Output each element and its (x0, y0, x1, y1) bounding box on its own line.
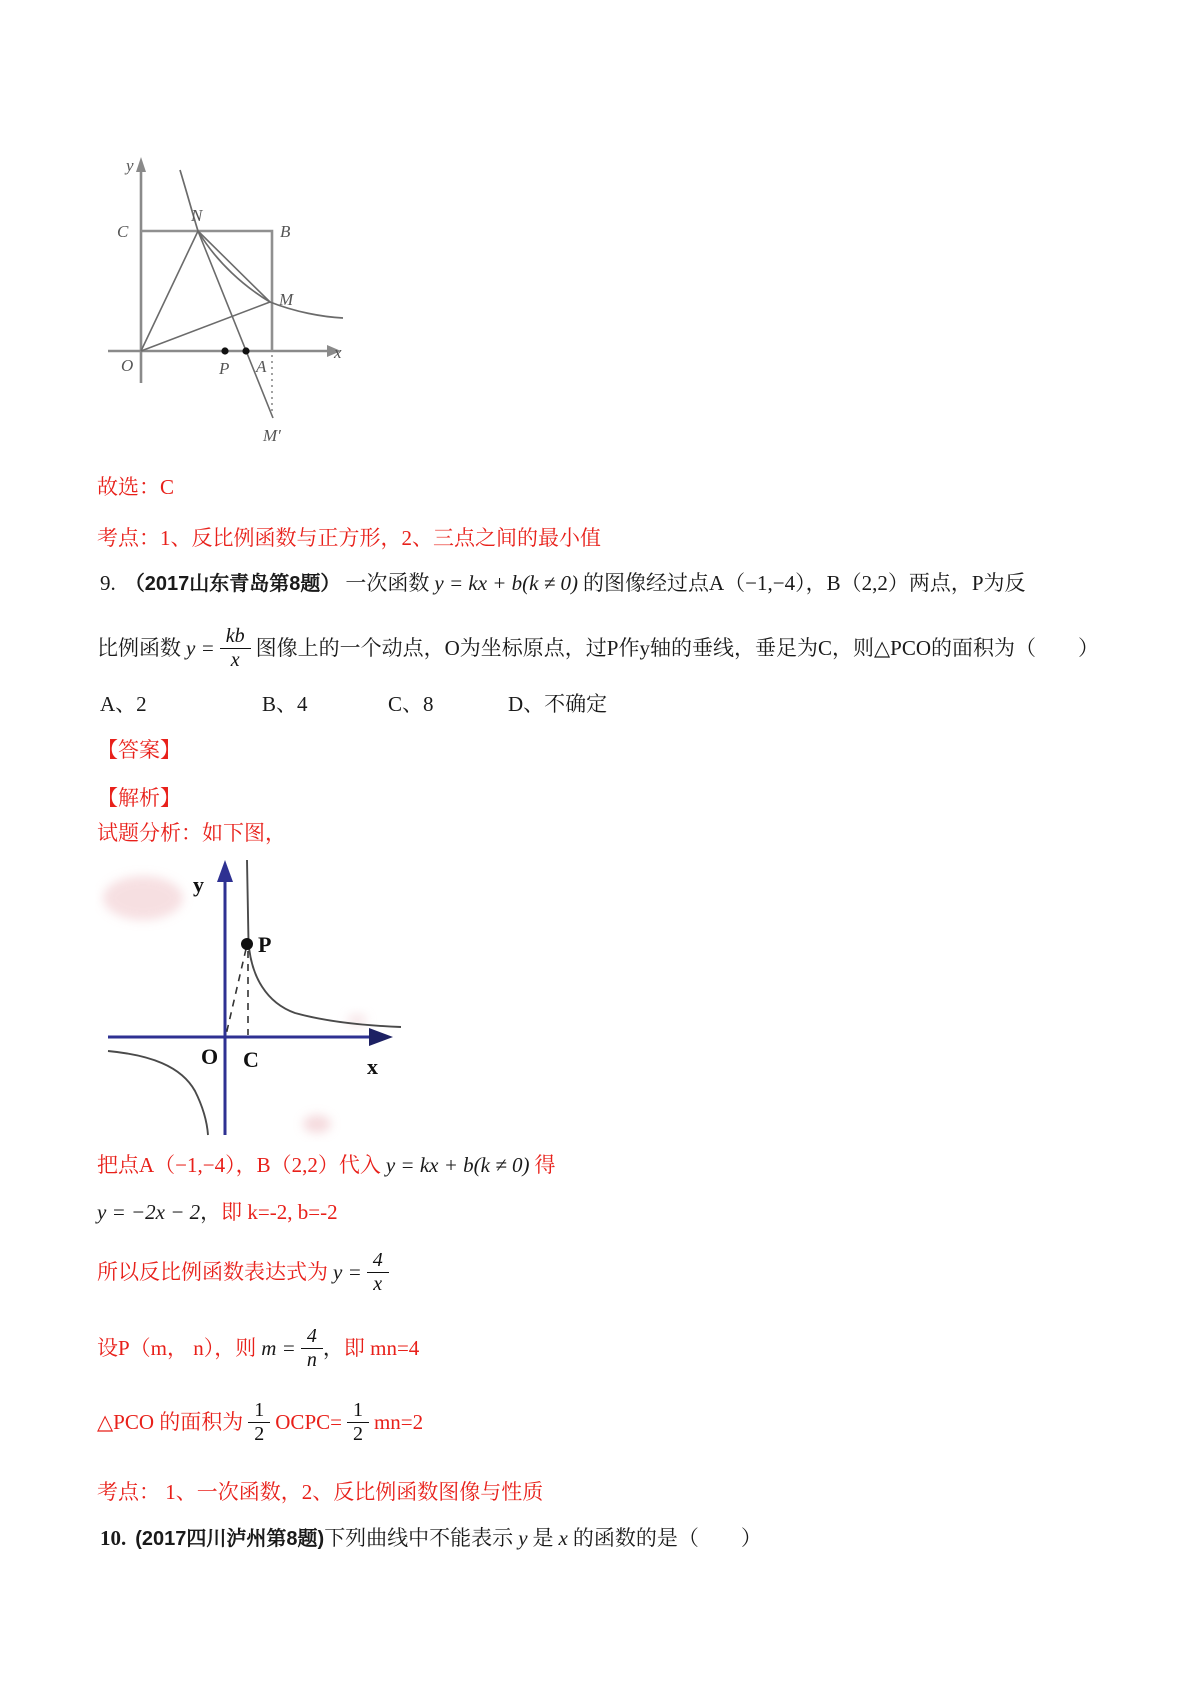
solution-line-5 (97, 1392, 423, 1452)
sol3-fraction (367, 1249, 389, 1296)
analysis-intro: 试题分析：如下图， (97, 821, 286, 845)
sol1-math: y = kx + b(k ≠ 0) (385, 1153, 530, 1177)
fig1-point-crossing (242, 347, 249, 354)
question-9-text2: 的图像经过点A（−1,−4），B（2,2）两点，P为反 (583, 571, 1026, 595)
solution-line-4 (97, 1318, 419, 1378)
figure-square-hyperbola (95, 145, 345, 445)
fig1-y-arrow (136, 157, 146, 172)
fig1-point-p (221, 347, 228, 354)
analysis-header: 【解析】 (97, 786, 181, 810)
fraction-numerator: 4 (301, 1325, 323, 1349)
sol4-text-a: 设P（m， n），则 (97, 1335, 257, 1360)
sol4-math-lead: m = (261, 1335, 296, 1360)
fraction-denominator: 2 (352, 1422, 363, 1445)
question-9-line1 (100, 570, 1026, 597)
answer-choice-line: 故选：C (97, 475, 175, 499)
question-10-math-x: x (558, 1526, 568, 1550)
sol2-separator: ， (200, 1200, 222, 1224)
question-10-math-y: y (518, 1526, 528, 1550)
sol5-fraction-2 (347, 1399, 369, 1446)
fig2-label-c: C (243, 1047, 259, 1072)
fig2-label-p: P (258, 932, 272, 957)
fraction-denominator: x (373, 1272, 383, 1295)
question-9-text4: 图像上的一个动点，O为坐标原点，过P作y轴的垂线，垂足为C，则△PCO的面积为（ ） (255, 635, 1099, 660)
fig1-label-n: N (191, 206, 203, 225)
question-10-text3: 的函数的是（ ） (572, 1526, 762, 1550)
question-10-text1: 下列曲线中不能表示 (324, 1526, 514, 1550)
fig1-label-m: M (279, 290, 294, 309)
fig2-label-o: O (201, 1044, 219, 1069)
fraction-denominator: 2 (254, 1422, 265, 1445)
fig1-hyperbola-curve (180, 170, 343, 318)
fig2-y-arrow (217, 860, 233, 882)
fraction-numerator: 1 (347, 1399, 369, 1423)
fraction-denominator: x (230, 648, 240, 671)
question-9-number: 9. (100, 571, 116, 595)
fraction-numerator: 1 (248, 1399, 270, 1423)
question-9-source: （2017山东青岛第8题） (124, 573, 341, 595)
question-9-text3: 比例函数 (97, 635, 181, 660)
scan-smudge-1 (103, 876, 183, 920)
fig1-label-b: B (280, 222, 291, 241)
option-a: A、2 (100, 692, 147, 716)
fig2-label-y: y (193, 872, 204, 897)
exam-points-line-q8: 考点：1、反比例函数与正方形，2、三点之间的最小值 (97, 526, 601, 550)
sol5-fraction-1 (248, 1399, 270, 1446)
question-9-options (0, 688, 1200, 718)
sol2-text: 即 k=-2, b=-2 (221, 1200, 338, 1224)
question-10-text2: 是 (532, 1526, 554, 1550)
fig2-dashed-po (226, 949, 246, 1035)
question-10-line (100, 1525, 762, 1552)
option-b: B、4 (262, 692, 308, 716)
solution-line-3 (97, 1242, 389, 1302)
sol1-text-a: 把点A（−1,−4），B（2,2）代入 (97, 1153, 381, 1177)
question-9-line2 (97, 616, 1099, 680)
fig2-point-p (241, 938, 253, 950)
figure-hyperbola-p (95, 852, 405, 1142)
sol3-text: 所以反比例函数表达式为 (97, 1259, 328, 1284)
question-10-source: (2017四川泸州第8题) (135, 1528, 325, 1550)
fig2-curve-q3 (108, 1051, 208, 1135)
fig1-label-y: y (126, 156, 134, 175)
sol5-text-b: OCPC= (275, 1409, 342, 1434)
fig2-x-arrow (369, 1028, 393, 1046)
question-9-text1: 一次函数 (345, 571, 430, 595)
fraction-denominator: n (306, 1348, 317, 1371)
sol4-text-b: 即 mn=4 (343, 1335, 420, 1360)
fig1-segment-nm (198, 231, 270, 302)
question-10-number: 10. (100, 1526, 127, 1550)
solution-line-1 (97, 1152, 556, 1178)
fig1-label-p: P (219, 359, 230, 378)
fig1-label-x: x (334, 343, 342, 362)
option-c: C、8 (388, 692, 434, 716)
sol2-math: y = −2x − 2 (97, 1200, 201, 1224)
sol1-text-b: 得 (534, 1153, 556, 1177)
fraction-numerator: kb (220, 625, 251, 649)
sol4-separator: ， (322, 1335, 344, 1360)
sol4-fraction (301, 1325, 323, 1372)
solution-line-2 (97, 1199, 338, 1225)
fig1-label-c: C (117, 222, 129, 241)
question-9-math2-lead: y = (186, 635, 215, 660)
scan-smudge-2 (303, 1115, 331, 1133)
fraction-numerator: 4 (367, 1249, 389, 1273)
fig1-label-m-prime: M′ (263, 426, 281, 445)
answer-header: 【答案】 (97, 738, 181, 762)
question-9-fraction (220, 625, 251, 672)
fig1-label-a: A (256, 357, 267, 376)
exam-points-line-q9: 考点： 1、一次函数，2、反比例函数图像与性质 (97, 1480, 544, 1504)
option-d: D、不确定 (508, 692, 608, 716)
sol5-text-a: △PCO 的面积为 (97, 1409, 244, 1434)
fig2-label-x: x (367, 1054, 378, 1079)
question-9-math1: y = kx + b(k ≠ 0) (434, 571, 579, 595)
sol5-text-c: mn=2 (373, 1409, 424, 1434)
sol3-math-lead: y = (333, 1259, 362, 1284)
fig1-label-o: O (121, 356, 134, 375)
